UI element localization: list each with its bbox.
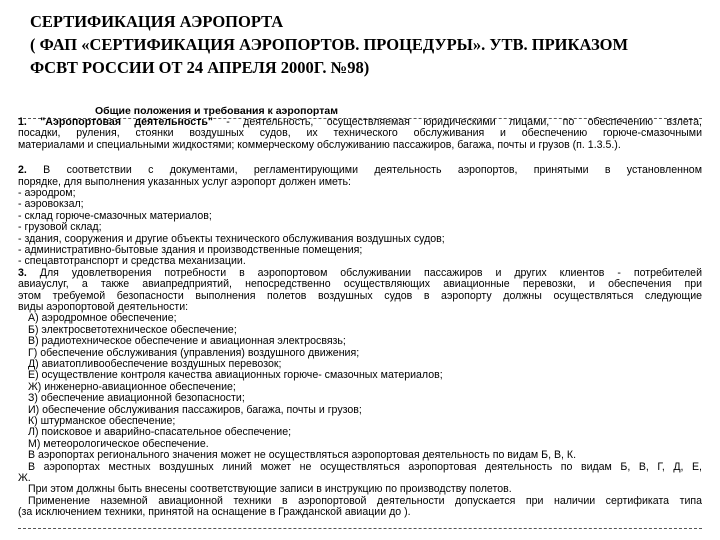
list-item: - аэродром; — [18, 187, 76, 199]
regional-airports-note: В аэропортах регионального значения может не осуществляться аэропортовая деятельность по видам Б, В, К. — [28, 450, 577, 462]
title-line-1: СЕРТИФИКАЦИЯ АЭРОПОРТА — [30, 12, 284, 31]
list-item: - административно-бытовые здания и производственные помещения; — [18, 245, 363, 257]
list-item: Л) поисковое и аварийно-спасательное обеспечение; — [28, 427, 292, 439]
list-item: - грузовой склад; — [18, 222, 102, 234]
paragraph-3-text: Для удовлетворения потребности в аэропортовом обслуживании пассажиров и других клиентов - потребителей — [39, 267, 702, 279]
list-item: В) радиотехническое обеспечение и авиационная электросвязь; — [28, 336, 346, 348]
list-item: Е) осуществление контроля качества авиационных горюче- смазочных материалов; — [28, 370, 443, 382]
paragraph-3-number: 3. — [18, 267, 27, 279]
list-item: - склад горюче-смазочных материалов; — [18, 210, 212, 222]
list-item: Д) авиатопливообеспечение воздушных перевозок; — [28, 359, 282, 371]
list-item: З) обеспечение авиационной безопасности; — [28, 393, 245, 405]
paragraph-1-line-1 — [18, 117, 702, 128]
list-item: А) аэродромное обеспечение; — [28, 313, 177, 325]
list-item: - здания, сооружения и другие объекты технического обслуживания воздушных судов; — [18, 233, 445, 245]
list-item: Б) электросветотехническое обеспечение; — [28, 324, 237, 336]
list-item: И) обеспечение обслуживания пассажиров, багажа, почты и грузов; — [28, 404, 362, 416]
list-item: Ж) инженерно-авиационное обеспечение; — [28, 381, 236, 393]
list-item: М) метеорологическое обеспечение. — [28, 438, 209, 450]
paragraph-3-line-4: виды аэропортовой деятельности: — [18, 302, 189, 313]
paragraph-1-line-2: посадки, руления, стоянки воздушных судов, их технического обслуживания и обеспечению горюче-смазочными — [18, 128, 702, 140]
paragraph-1-line-3: материалами и специальными жидкостями; коммерческому обслуживанию пассажиров, багажа, почты и грузов (п. 1.3.5.). — [18, 139, 621, 151]
list-item: - спецавтотранспорт и средства механизации. — [18, 256, 246, 268]
paragraph-1-term: "Аэропортовая деятельность" — [40, 117, 213, 128]
list-item: К) штурманское обеспечение; — [28, 416, 176, 428]
paragraph-2-line-2: порядке, для выполнения указанных услуг аэропорт должен иметь: — [18, 176, 351, 188]
paragraph-3-line-2: авиауслуг, а также авиапредприятий, непосредственно осуществляющих авиационные перевозки, и обеспечения при — [18, 279, 702, 291]
paragraph-2-number: 2. — [18, 165, 27, 177]
paragraph-3-line-3: этом требуемой безопасности выполнения полетов воздушных судов в аэропорту должны осуществляться следующие — [18, 290, 702, 302]
page-title — [30, 10, 710, 79]
section-subheading: Общие положения и требования к аэропортам — [95, 105, 338, 117]
ground-equipment-note-line-2: (за исключением техники, принятой на оснащение в Гражданской авиации до ). — [18, 507, 411, 519]
title-line-3: ФСВТ РОССИИ ОТ 24 АПРЕЛЯ 2000Г. №98) — [30, 58, 370, 77]
bottom-divider — [18, 528, 702, 529]
ground-equipment-note-line-1: Применение наземной авиационной техники в аэропортовой деятельности допускается при наличии сертификата типа — [28, 495, 702, 507]
list-item: - аэровокзал; — [18, 199, 84, 211]
paragraph-1-number: 1. — [18, 117, 27, 128]
paragraph-3-line-1 — [18, 268, 702, 279]
local-airlines-note-line-2: Ж. — [18, 473, 31, 485]
paragraph-2-text: В соответствии с документами, регламентирующими деятельность аэропортов, принятыми в установленном — [43, 165, 702, 177]
paragraph-1-text: - деятельность, осуществляемая юридическими лицами, по обеспечению взлета, — [226, 117, 702, 128]
document-body — [18, 117, 702, 519]
instruction-note: При этом должны быть внесены соответствующие записи в инструкцию по производству полетов. — [28, 484, 512, 496]
list-item: Г) обеспечение обслуживания (управления) воздушного движения; — [28, 347, 360, 359]
local-airlines-note-line-1: В аэропортах местных воздушных линий может не осуществляться аэропортовая деятельность по видам Б, В, Г, Д, Е, — [28, 461, 702, 473]
paragraph-2-line-1 — [18, 165, 702, 176]
title-line-2: ( ФАП «СЕРТИФИКАЦИЯ АЭРОПОРТОВ. ПРОЦЕДУРЫ». УТВ. ПРИКАЗОМ — [30, 35, 629, 54]
